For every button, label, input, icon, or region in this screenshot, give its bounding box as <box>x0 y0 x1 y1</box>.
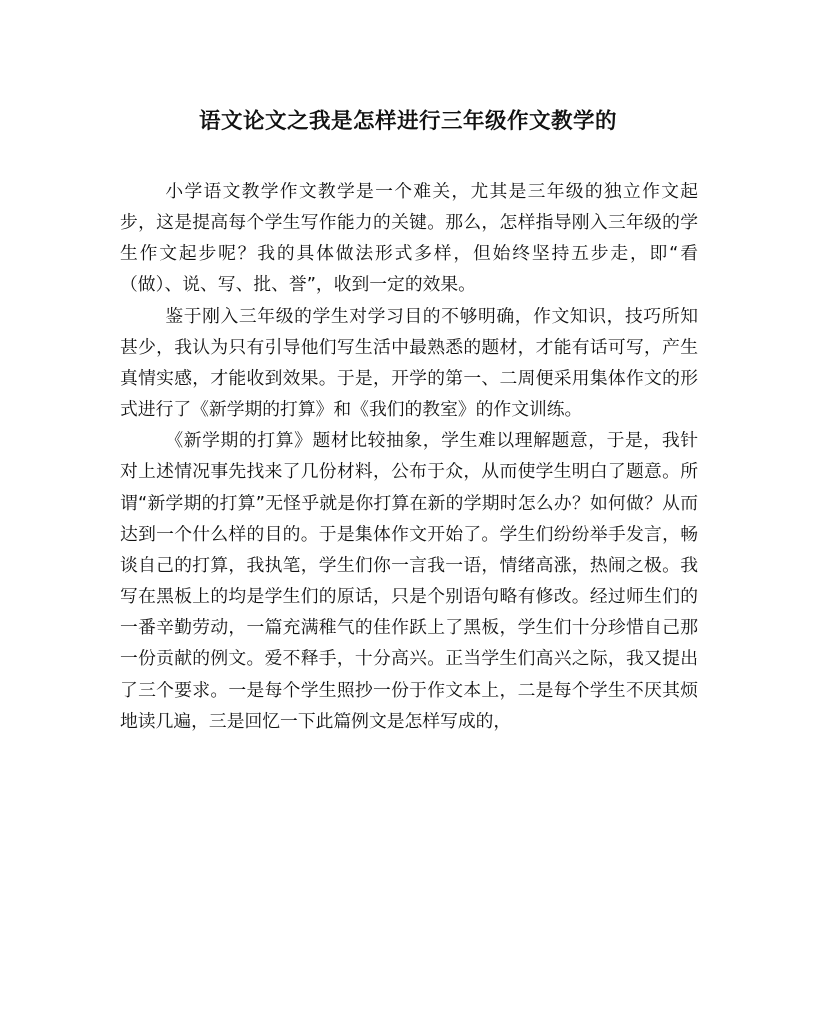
body-paragraph: 鉴于刚入三年级的学生对学习目的不够明确，作文知识，技巧所知甚少，我认为只有引导他们写生活中最熟悉的题材，才能有话可写，产生真情实感，才能收到效果。于是，开学的第一、二周便采用集体作文的形式进行了《新学期的打算》和《我们的教室》的作文训练。 <box>120 305 698 421</box>
document-body <box>120 176 698 737</box>
body-paragraph: 《新学期的打算》题材比较抽象，学生难以理解题意，于是，我针对上述情况事先找来了几份材料，公布于众，从而使学生明白了题意。所谓“新学期的打算”无怪乎就是你打算在新的学期时怎么办？如何做？从而达到一个什么样的目的。于是集体作文开始了。学生们纷纷举手发言，畅谈自己的打算，我执笔，学生们你一言我一语，情绪高涨，热闹之极。我写在黑板上的均是学生们的原话，只是个别语句略有修改。经过师生们的一番辛勤劳动，一篇充满稚气的佳作跃上了黑板，学生们十分珍惜自己那一份贡献的例文。爱不释手，十分高兴。正当学生们高兴之际，我又提出了三个要求。一是每个学生照抄一份于作文本上，二是每个学生不厌其烦地读几遍，三是回忆一下此篇例文是怎样写成的， <box>120 430 698 732</box>
body-paragraph: 小学语文教学作文教学是一个难关，尤其是三年级的独立作文起步，这是提高每个学生写作能力的关键。那么，怎样指导刚入三年级的学生作文起步呢？我的具体做法形式多样，但始终坚持五步走，即“看（做）、说、写、批、誉”，收到一定的效果。 <box>120 181 698 296</box>
document-title: 语文论文之我是怎样进行三年级作文教学的 <box>198 109 617 134</box>
